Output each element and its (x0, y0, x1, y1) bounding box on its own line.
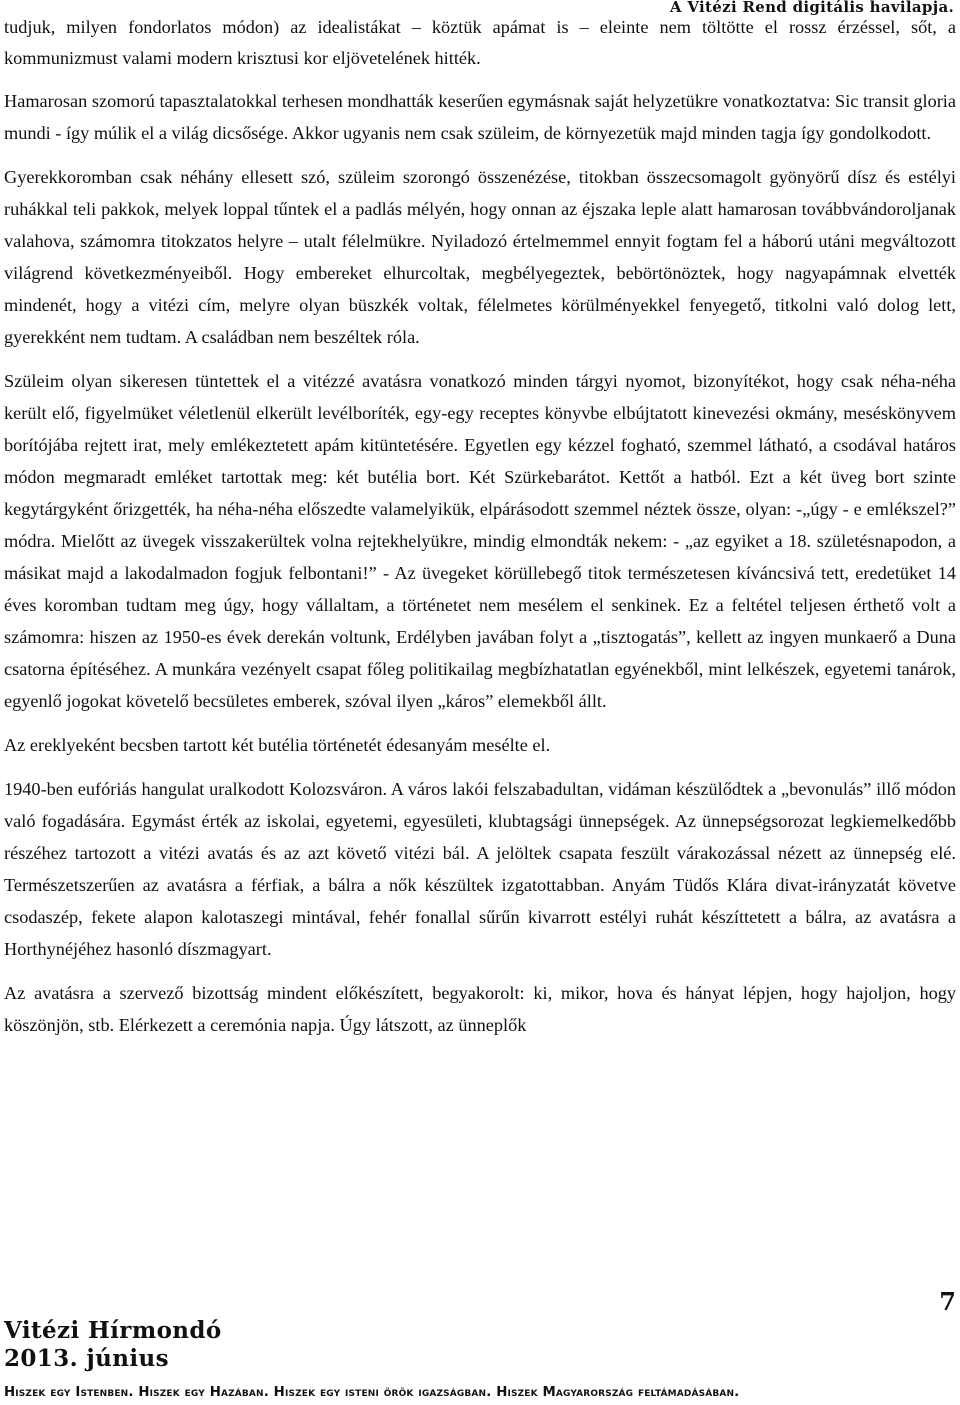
article-paragraph-7: Az avatásra a szervező bizottság mindent előkészített, begyakorolt: ki, mikor, hova és hányat lépjen, hogy hajoljon, hogy köszönjön, stb. Elérkezett a ceremónia napja. Úgy látszott, az ünneplők (4, 983, 956, 1035)
article-body (4, 12, 956, 1041)
footer-issue-date: 2013. június (4, 1345, 170, 1372)
article-paragraph-3: Gyerekkoromban csak néhány ellesett szó, szüleim szorongó összenézése, titokban összecsomagolt gyönyörű dísz és estélyi ruhákkal teli pakkok, melyek loppal tűntek el a padlás mélyén, hogy onnan az éjszaka leple alatt hamarosan továbbvándoroljanak valahova, számomra titokzatos helyre – utalt félelmükre. Nyiladozó értelmemmel ennyit fogtam fel a háború utáni megváltozott világrend következményeiből. Hogy embereket elhurcoltak, megbélyegeztek, bebörtönöztek, hogy nagyapámnak elvették mindenét, hogy a vitézi cím, melyre olyan büszkék voltak, félelmetes körülményekkel fenyegető, titkolni való dolog lett, gyerekként nem tudtam. A családban nem beszéltek róla. (4, 167, 956, 347)
article-paragraph-6: 1940-ben eufóriás hangulat uralkodott Kolozsváron. A város lakói felszabadultan, vidáman készülődtek a „bevonulás” illő módon való fogadására. Egymást érték az iskolai, egyetemi, egyesületi, klubtagsági ünnepségek. Az ünnepségsorozat legkiemelkedőbb részéhez tartozott a vitézi avatás és az azt követő vitézi bál. A jelöltek csapata feszült várakozással nézett az ünnepség elé. Természetszerűen az avatásra a férfiak, a bálra a nők készültek izgatottabban. Anyám Tüdős Klára divat-irányzatát követve csodaszép, fekete alapon kalotaszegi mintával, fehér fonallal sűrűn kivarrott estélyi ruhát készíttetett a bálra, az avatásra a Horthynéjéhez hasonló díszmagyart. (4, 779, 956, 959)
page-number: 7 (939, 1287, 956, 1316)
footer-publication-name: Vitézi Hírmondó (4, 1317, 222, 1344)
footer-motto: Hiszek egy Istenben. Hiszek egy Hazában. Hiszek egy isteni örök igazságban. Hiszek Magyarország feltámadásában. (4, 1385, 740, 1400)
article-paragraph-1: tudjuk, milyen fondorlatos módon) az idealistákat – köztük apámat is – eleinte nem töltötte el rossz érzéssel, sőt, a kommunizmust valami modern krisztusi kor eljövetelének hitték. (4, 17, 956, 68)
article-paragraph-2: Hamarosan szomorú tapasztalatokkal terhesen mondhatták keserűen egymásnak saját helyzetükre vonatkoztatva: Sic transit gloria mundi - így múlik el a világ dicsősége. Akkor ugyanis nem csak szüleim, de környezetük majd minden tagja így gondolkodott. (4, 91, 956, 143)
article-paragraph-4: Szüleim olyan sikeresen tüntettek el a vitézzé avatásra vonatkozó minden tárgyi nyomot, bizonyítékot, hogy csak néha-néha került elő, figyelmüket véletlenül elkerült levélboríték, egy-egy receptes könyvbe elbújtatott kinevezési okmány, meséskönyvem borítójába rejtett irat, mely emlékeztetett apám kitüntetésére. Egyetlen egy kézzel fogható, szemmel látható, a csodával határos módon megmaradt emléket tartottak meg: két butélia bort. Két Szürkebarátot. Kettőt a hatból. Ezt a két üveg bort szinte kegytárgyként őrizgették, ha néha-néha előszedte valamelyikük, elpárásodott szemmel néztek össze, olyan: -„úgy - e emlékszel?” módra. Mielőtt az üvegek visszakerültek volna rejtekhelyükre, mindig elmondták nekem: - „az egyiket a 18. születésnapodon, a másikat majd a lakodalmadon fogjuk felbontani!” - Az üvegeket körüllebegő titok természetesen kíváncsivá tett, eredetüket 14 éves koromban tudtam meg úgy, hogy vállaltam, a történetet nem mesélem el senkinek. Ez a feltétel teljesen érthető volt a számomra: hiszen az 1950-es évek derekán voltunk, Erdélyben javában folyt a „tisztogatás”, kellett az ingyen munkaerő a Duna csatorna építéséhez. A munkára vezényelt csapat főleg politikailag megbízhatatlan egyénekből, mint lelkészek, egyetemi tanárok, egyenlő jogokat követelő becsületes emberek, szóval ilyen „káros” elemekből állt. (4, 371, 956, 711)
publication-header-title: A Vitézi Rend digitális havilapja. (669, 0, 954, 16)
article-paragraph-5: Az ereklyeként becsben tartott két butélia történetét édesanyám mesélte el. (4, 735, 551, 755)
